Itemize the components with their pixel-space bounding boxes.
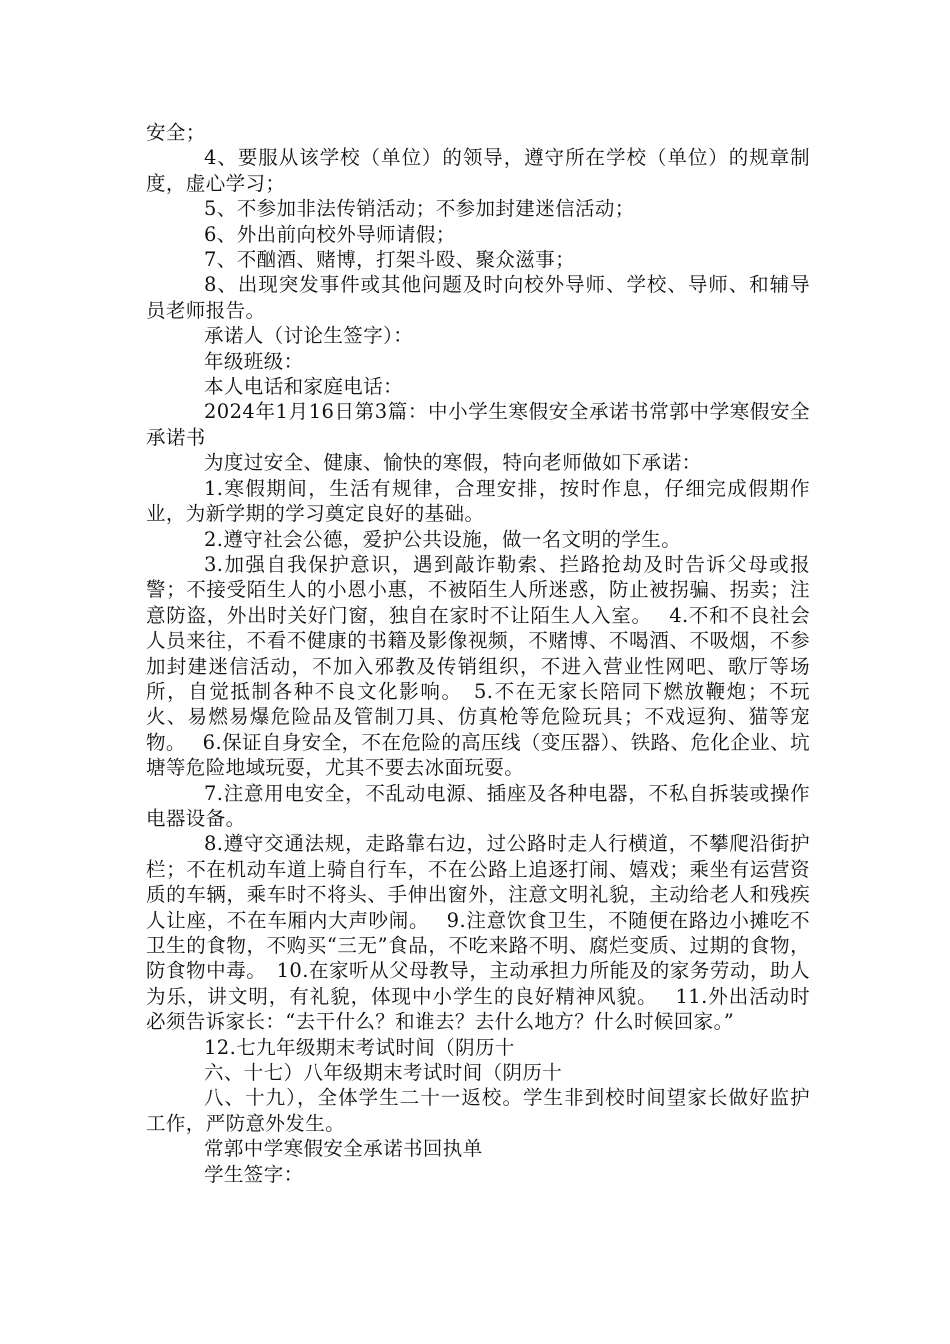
paragraph: 年级班级：: [204, 349, 304, 373]
paragraph: 学生签字：: [204, 1162, 304, 1186]
paragraph: 为度过安全、健康、愉快的寒假，特向老师做如下承诺：: [204, 451, 702, 475]
paragraph: 7.注意用电安全，不乱动电源、插座及各种电器，不私自拆装或操作电器设备。: [146, 781, 810, 830]
paragraph: 八、十九），全体学生二十一返校。学生非到校时间望家长做好监护工作，严防意外发生。: [146, 1086, 810, 1135]
paragraph: 5、不参加非法传销活动；不参加封建迷信活动；: [204, 197, 635, 221]
paragraph: 常郭中学寒假安全承诺书回执单: [204, 1137, 483, 1161]
paragraph: 8.遵守交通法规，走路靠右边，过公路时走人行横道，不攀爬沿街护栏；不在机动车道上骑自行车，不在公路上追逐打闹、嬉戏；乘坐有运营资质的车辆，乘车时不将头、手伸出窗外，注意文明礼貌，主动给老人和残疾人让座，不在车厢内大声吵闹。 9.注意饮食卫生，不随便在路边小摊吃不卫生的食物，不购买“三无”食品，不吃来路不明、腐烂变质、过期的食物，防食物中毒。 10.在家听从父母教导，主动承担力所能及的家务劳动，助人为乐，讲文明，有礼貌，体现中小学生的良好精神风貌。 11.外出活动时必须告诉家长：“去干什么？和谁去？去什么地方？什么时候回家。”: [146, 832, 810, 1034]
paragraph: 2024年1月16日第3篇：中小学生寒假安全承诺书常郭中学寒假安全承诺书: [146, 400, 810, 449]
paragraph: 3.加强自我保护意识，遇到敲诈勒索、拦路抢劫及时告诉父母或报警；不接受陌生人的小恩小惠，不被陌生人所迷惑，防止被拐骗、拐卖；注意防盗，外出时关好门窗，独自在家时不让陌生人入室。 4.不和不良社会人员来往，不看不健康的书籍及影像视频，不赌博、不喝酒、不吸烟，不参加封建迷信活动，不加入邪教及传销组织，不进入营业性网吧、歌厅等场所，自觉抵制各种不良文化影响。 5.不在无家长陪同下燃放鞭炮；不玩火、易燃易爆危险品及管制刀具、仿真枪等危险玩具；不戏逗狗、猫等宠物。 6.保证自身安全，不在危险的高压线（变压器）、铁路、危化企业、坑塘等危险地域玩耍，尤其不要去冰面玩耍。: [146, 552, 810, 780]
paragraph: 本人电话和家庭电话：: [204, 375, 404, 399]
paragraph: 12.七九年级期末考试时间（阴历十: [204, 1035, 515, 1059]
document-body: [146, 120, 810, 1187]
paragraph: 8、出现突发事件或其他问题及时向校外导师、学校、导师、和辅导员老师报告。: [146, 273, 810, 322]
paragraph: 1.寒假期间，生活有规律，合理安排，按时作息，仔细完成假期作业，为新学期的学习奠定良好的基础。: [146, 476, 810, 526]
paragraph: 4、要服从该学校（单位）的领导，遵守所在学校（单位）的规章制度，虚心学习；: [146, 146, 810, 195]
paragraph: 六、十七）八年级期末考试时间（阴历十: [204, 1061, 563, 1085]
paragraph: 6、外出前向校外导师请假；: [204, 222, 456, 246]
paragraph: 2.遵守社会公德，爱护公共设施，做一名文明的学生。: [204, 527, 682, 551]
paragraph: 承诺人（讨论生签字）：: [204, 324, 414, 348]
paragraph: 7、不酗酒、赌博，打架斗殴、聚众滋事；: [204, 248, 576, 272]
paragraph: 安全；: [146, 121, 206, 144]
